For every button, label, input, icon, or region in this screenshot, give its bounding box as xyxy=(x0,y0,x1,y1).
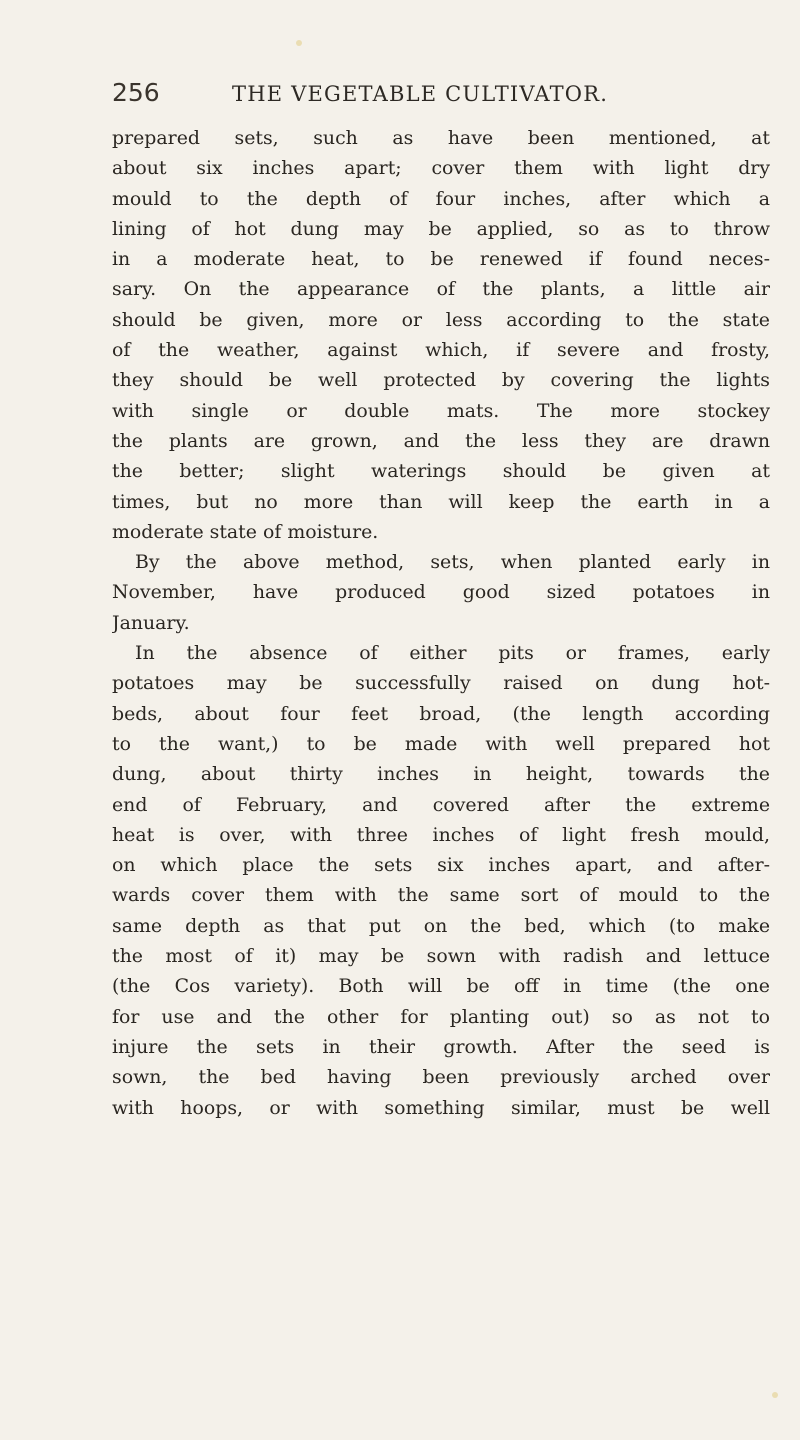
text-line: to the want,) to be made with well prepared hot xyxy=(112,732,770,755)
body-text xyxy=(112,123,770,1123)
text-line: on which place the sets six inches apart, and after- xyxy=(112,854,770,877)
text-line: wards cover them with the same sort of mould to the xyxy=(112,884,770,907)
text-line: with single or double mats. The more stockey xyxy=(112,399,770,422)
text-line: for use and the other for planting out) so as not to xyxy=(112,1005,770,1028)
page-number: 256 xyxy=(112,78,160,107)
text-line: times, but no more than will keep the earth in a xyxy=(112,490,770,513)
text-line: same depth as that put on the bed, which (to make xyxy=(112,914,770,937)
text-line: mould to the depth of four inches, after which a xyxy=(112,187,770,210)
text-line: the most of it) may be sown with radish and lettuce xyxy=(112,945,770,968)
text-line: moderate state of moisture. xyxy=(112,520,379,543)
text-line: sown, the bed having been previously arched over xyxy=(112,1066,770,1089)
text-line: (the Cos variety). Both will be off in time (the one xyxy=(112,975,770,998)
text-line: potatoes may be successfully raised on dung hot- xyxy=(112,672,770,695)
running-title: THE VEGETABLE CULTIVATOR. xyxy=(232,82,609,106)
text-line: beds, about four feet broad, (the length according xyxy=(112,702,770,725)
text-line: dung, about thirty inches in height, towards the xyxy=(112,763,770,786)
text-line: the plants are grown, and the less they are drawn xyxy=(112,429,770,452)
text-line: the better; slight waterings should be given at xyxy=(112,460,770,483)
text-line: should be given, more or less according to the state xyxy=(112,308,770,331)
text-line: they should be well protected by covering the lights xyxy=(112,369,770,392)
text-line: end of February, and covered after the extreme xyxy=(112,793,770,816)
text-line: January. xyxy=(112,611,190,634)
paper-speck xyxy=(772,1392,778,1398)
text-line: about six inches apart; cover them with light dry xyxy=(112,157,770,180)
text-line: of the weather, against which, if severe and frosty, xyxy=(112,339,770,362)
text-line: heat is over, with three inches of light fresh mould, xyxy=(112,823,770,846)
text-line: By the above method, sets, when planted early in xyxy=(135,551,770,574)
text-line: lining of hot dung may be applied, so as to throw xyxy=(112,217,770,240)
text-line: sary. On the appearance of the plants, a little air xyxy=(112,278,770,301)
text-line: prepared sets, such as have been mentioned, at xyxy=(112,127,770,149)
page-header xyxy=(112,74,712,114)
paper-speck xyxy=(296,40,302,46)
text-line: November, have produced good sized potatoes in xyxy=(112,581,770,604)
text-line: In the absence of either pits or frames, early xyxy=(135,642,770,665)
text-line: injure the sets in their growth. After the seed is xyxy=(112,1035,770,1058)
text-line: in a moderate heat, to be renewed if found neces- xyxy=(112,248,770,271)
text-line: with hoops, or with something similar, must be well xyxy=(112,1096,770,1119)
